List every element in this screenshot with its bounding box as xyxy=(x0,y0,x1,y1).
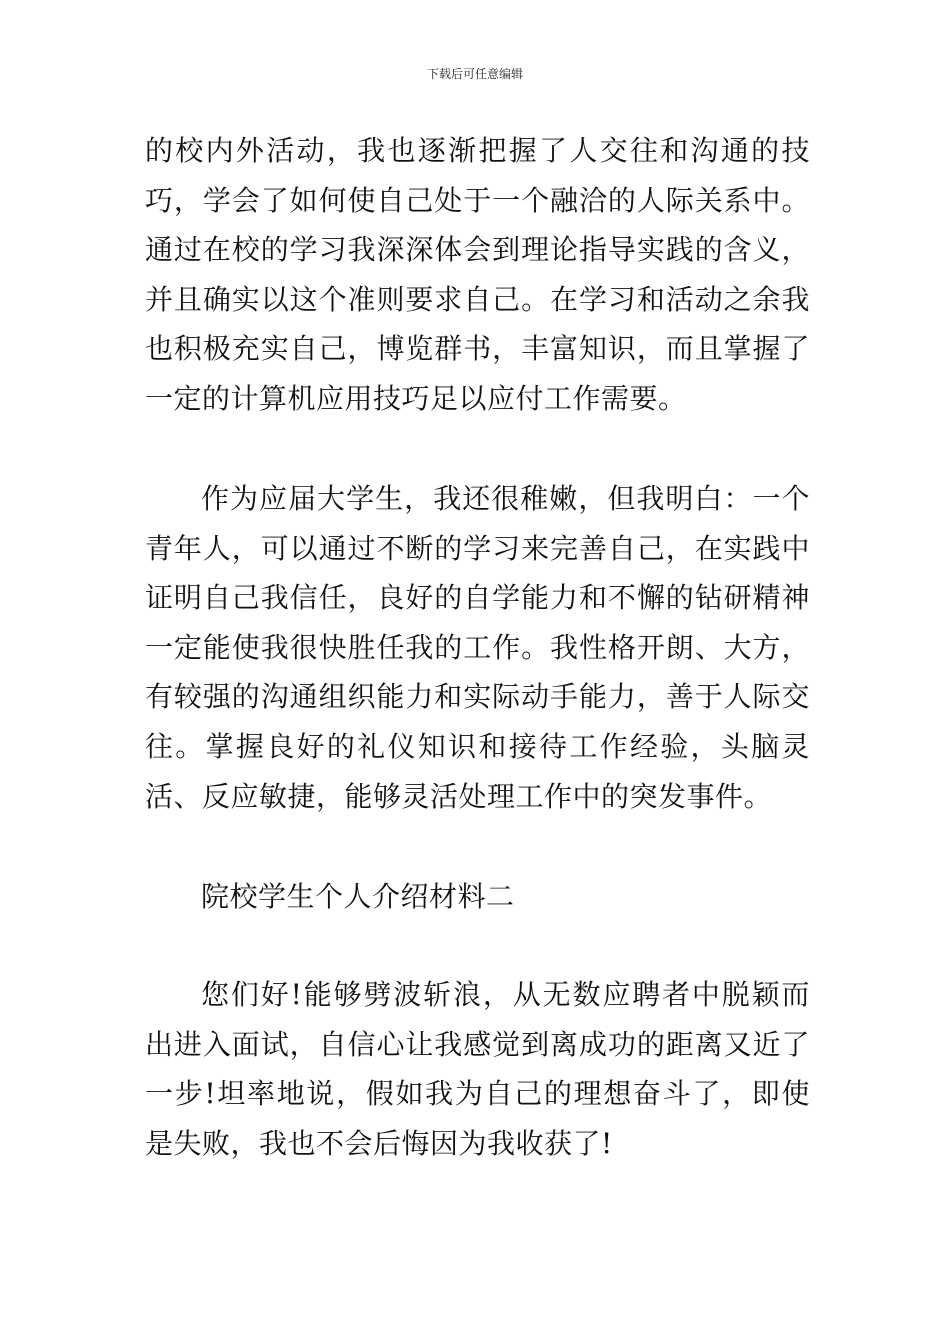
paragraph-text-1: 的校内外活动，我也逐渐把握了人交往和沟通的技巧，学会了如何使自己处于一个融洽的人际关系中。通过在校的学习我深深体会到理论指导实践的含义，并且确实以这个准则要求自己。在学习和活动之余我也积极充实自己，博览群书，丰富知识，而且掌握了一定的计算机应用技巧足以应付工作需要。 xyxy=(145,134,810,415)
paragraph-text-2: 作为应届大学生，我还很稚嫩，但我明白：一个青年人，可以通过不断的学习来完善自己，在实践中证明自己我信任，良好的自学能力和不懈的钻研精神一定能使我很快胜任我的工作。我性格开朗、大方，有较强的沟通组织能力和实际动手能力，善于人际交往。掌握良好的礼仪知识和接待工作经验，头脑灵活、反应敏捷，能够灵活处理工作中的突发事件。 xyxy=(145,482,810,813)
section-heading: 院校学生个人介绍材料二 xyxy=(201,880,515,913)
section-heading-block xyxy=(145,872,810,922)
paragraph-text-3: 您们好!能够劈波斩浪，从无数应聘者中脱颖而出进入面试，自信心让我感觉到离成功的距离又近了一步!坦率地说，假如我为自己的理想奋斗了，即使是失败，我也不会后悔因为我收获了! xyxy=(145,978,810,1160)
paragraph-block xyxy=(145,474,810,821)
header-note: 下载后可任意编辑 xyxy=(426,67,523,81)
paragraph-block xyxy=(145,126,810,424)
paragraph-block xyxy=(145,970,810,1168)
